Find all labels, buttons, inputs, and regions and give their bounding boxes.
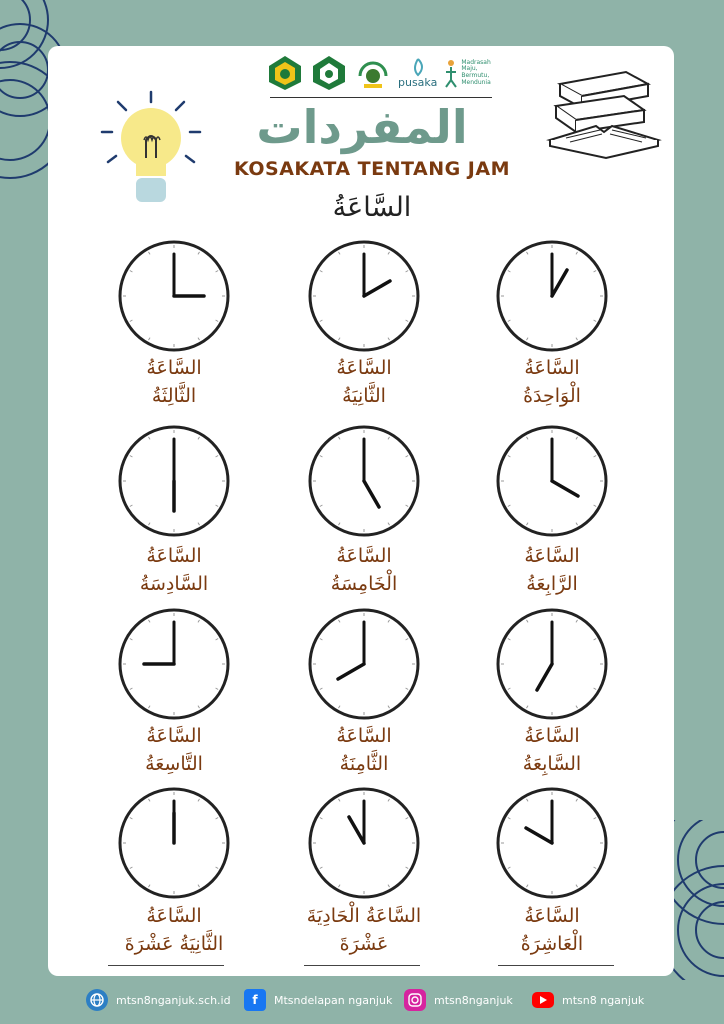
clock-label-line1: السَّاعَةُ [524, 545, 580, 567]
clock-label-line1: السَّاعَةُ [146, 725, 202, 747]
clock-face-12 [117, 786, 231, 900]
clock-label-5 [279, 542, 449, 598]
clock-label-line1: السَّاعَةُ [524, 905, 580, 927]
page-subtitle: KOSAKATA TENTANG JAM [234, 158, 510, 180]
clock-face-7 [495, 607, 609, 721]
clock-label-line2: الرَّابِعَةُ [526, 573, 578, 595]
footer-website[interactable] [86, 986, 231, 1014]
clock-label-line1: السَّاعَةُ [146, 357, 202, 379]
clock-label-line2: الْوَاحِدَةُ [523, 385, 581, 407]
underline-left [108, 965, 224, 966]
clock-face-10 [495, 786, 609, 900]
clock-label-12 [89, 902, 259, 958]
madrasah-maju-text: Madrasah Maju, Bermutu, Mendunia [461, 58, 491, 86]
youtube-text: mtsn8 nganjuk [562, 993, 645, 1007]
clock-face-1 [495, 239, 609, 353]
clock-label-6 [89, 542, 259, 598]
pusaka-text: pusaka [398, 75, 438, 89]
underline-right [498, 965, 614, 966]
clock-label-line2: الثَّالِثَةُ [151, 385, 197, 407]
clock-face-5 [307, 424, 421, 538]
logo-divider [270, 97, 492, 98]
clock-label-3 [89, 354, 259, 410]
clock-face-8 [307, 607, 421, 721]
clock-label-line1: السَّاعَةُ [336, 357, 392, 379]
clock-label-line1: السَّاعَةُ [524, 357, 580, 379]
clock-label-9 [89, 722, 259, 778]
clock-label-line2: السَّادِسَةُ [139, 573, 209, 595]
madrasah-maju-logo [443, 53, 503, 93]
kemenag-logo [266, 53, 304, 93]
clock-label-line1: السَّاعَةُ [146, 545, 202, 567]
clock-label-line2: الْخَامِسَةُ [330, 573, 398, 595]
footer-facebook[interactable] [244, 986, 392, 1014]
clock-label-7 [467, 722, 637, 778]
instagram-text: mtsn8nganjuk [434, 993, 513, 1007]
clock-label-line2: الثَّانِيَةُ عَشْرَةَ [124, 933, 224, 955]
facebook-icon: f [244, 989, 266, 1011]
section-heading: السَّاعَةُ [332, 192, 412, 223]
clock-face-9 [117, 607, 231, 721]
youtube-icon [532, 992, 554, 1008]
clock-label-line1: السَّاعَةُ [146, 905, 202, 927]
website-text: mtsn8nganjuk.sch.id [116, 993, 231, 1007]
clock-label-2 [279, 354, 449, 410]
clock-label-line1: السَّاعَةُ [336, 545, 392, 567]
clock-label-line1: السَّاعَةُ [524, 725, 580, 747]
clock-face-6 [117, 424, 231, 538]
madrasah-logo [310, 53, 348, 93]
facebook-text: Mtsndelapan nganjuk [274, 993, 393, 1007]
clock-face-4 [495, 424, 609, 538]
clock-label-line2: عَشْرَةَ [339, 933, 389, 955]
clock-label-line2: الثَّانِيَةُ [342, 385, 386, 407]
instagram-icon [404, 989, 426, 1011]
clock-label-line2: الثَّامِنَةُ [339, 753, 389, 775]
clock-face-11 [307, 786, 421, 900]
globe-icon [86, 989, 108, 1011]
clock-label-line2: السَّابِعَةُ [522, 753, 582, 775]
clock-face-2 [307, 239, 421, 353]
clock-label-line2: التَّاسِعَةُ [145, 753, 203, 775]
page-title: المفردات [256, 100, 468, 154]
clock-label-11 [279, 902, 449, 958]
clock-label-line1: السَّاعَةُ الْحَادِيَةَ [306, 905, 422, 927]
underline-middle [304, 965, 420, 966]
footer-instagram[interactable] [404, 986, 513, 1014]
clock-label-10 [467, 902, 637, 958]
clock-label-1 [467, 354, 637, 410]
pusaka-logo [398, 53, 437, 93]
clock-label-line1: السَّاعَةُ [336, 725, 392, 747]
clock-label-line2: الْعَاشِرَةُ [520, 933, 584, 955]
logo-row [266, 50, 496, 96]
clock-label-4 [467, 542, 637, 598]
clock-face-3 [117, 239, 231, 353]
adiwiyata-logo [354, 53, 392, 93]
clock-label-8 [279, 722, 449, 778]
footer-youtube[interactable] [532, 986, 644, 1014]
